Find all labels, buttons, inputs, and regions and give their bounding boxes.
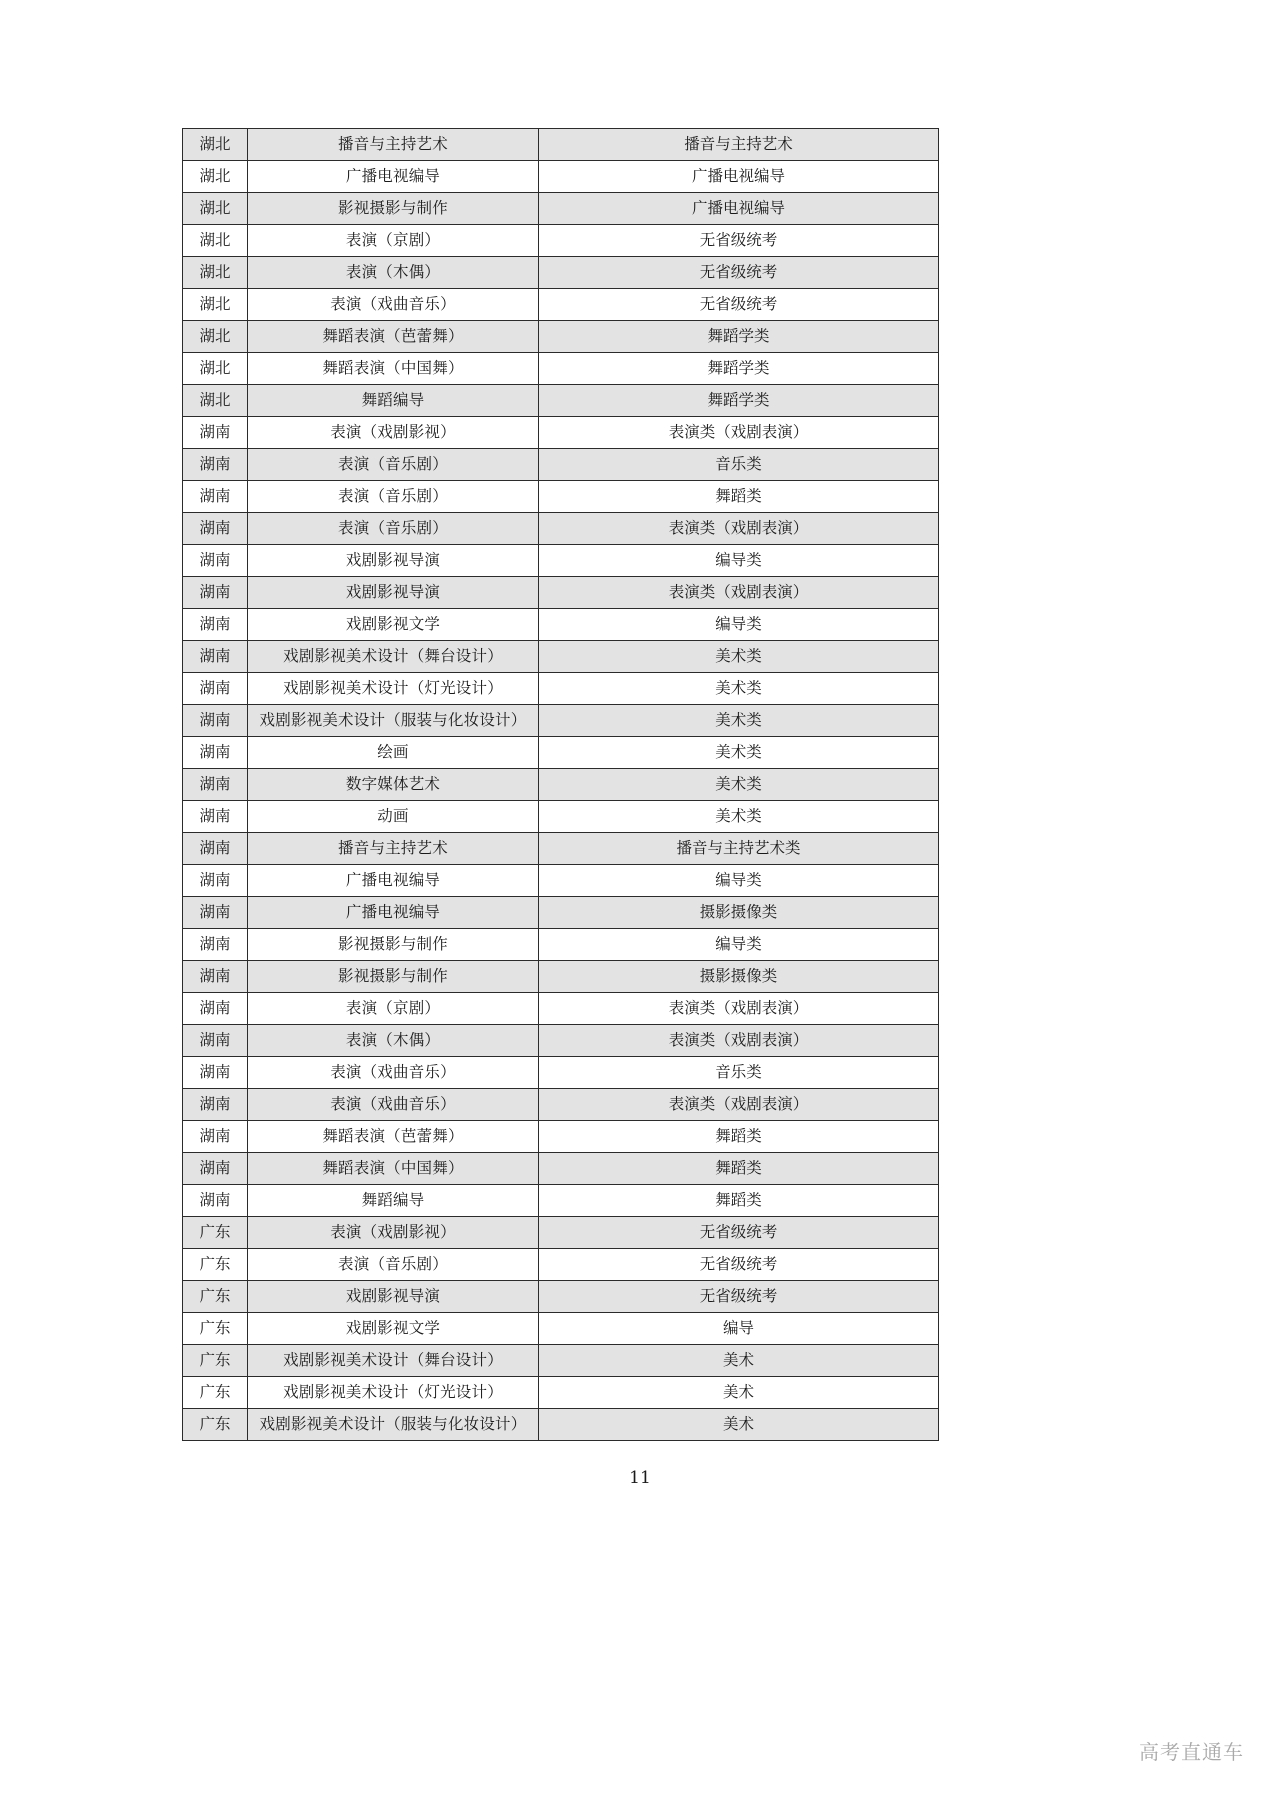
cell-exam-category: 美术类 [539, 737, 939, 769]
cell-province: 湖南 [183, 897, 248, 929]
table-row [183, 545, 939, 577]
cell-province: 湖北 [183, 225, 248, 257]
table-row [183, 769, 939, 801]
table-row [183, 993, 939, 1025]
table-row [183, 897, 939, 929]
table-row [183, 577, 939, 609]
cell-province: 湖北 [183, 385, 248, 417]
cell-exam-category: 舞蹈学类 [539, 321, 939, 353]
cell-major: 戏剧影视文学 [248, 1313, 539, 1345]
cell-major: 绘画 [248, 737, 539, 769]
cell-exam-category: 广播电视编导 [539, 193, 939, 225]
cell-major: 戏剧影视导演 [248, 545, 539, 577]
cell-major: 表演（音乐剧） [248, 449, 539, 481]
cell-province: 湖南 [183, 801, 248, 833]
cell-exam-category: 美术 [539, 1345, 939, 1377]
cell-province: 湖南 [183, 641, 248, 673]
cell-major: 广播电视编导 [248, 897, 539, 929]
cell-province: 湖南 [183, 673, 248, 705]
cell-exam-category: 播音与主持艺术类 [539, 833, 939, 865]
cell-exam-category: 播音与主持艺术 [539, 129, 939, 161]
cell-exam-category: 摄影摄像类 [539, 961, 939, 993]
cell-province: 湖北 [183, 321, 248, 353]
cell-exam-category: 编导类 [539, 609, 939, 641]
table-row [183, 289, 939, 321]
cell-province: 广东 [183, 1409, 248, 1441]
cell-province: 湖南 [183, 833, 248, 865]
table-row [183, 801, 939, 833]
cell-exam-category: 表演类（戏剧表演） [539, 577, 939, 609]
cell-province: 湖南 [183, 513, 248, 545]
table-row [183, 1249, 939, 1281]
table-row [183, 161, 939, 193]
table-row [183, 257, 939, 289]
cell-exam-category: 编导类 [539, 865, 939, 897]
cell-exam-category: 美术 [539, 1409, 939, 1441]
cell-major: 动画 [248, 801, 539, 833]
cell-exam-category: 无省级统考 [539, 257, 939, 289]
cell-exam-category: 美术类 [539, 673, 939, 705]
cell-province: 广东 [183, 1217, 248, 1249]
cell-exam-category: 舞蹈学类 [539, 353, 939, 385]
table-row [183, 737, 939, 769]
table-row [183, 1313, 939, 1345]
cell-exam-category: 编导类 [539, 545, 939, 577]
cell-exam-category: 舞蹈类 [539, 1185, 939, 1217]
cell-province: 广东 [183, 1313, 248, 1345]
cell-exam-category: 音乐类 [539, 1057, 939, 1089]
cell-province: 湖南 [183, 1121, 248, 1153]
cell-major: 影视摄影与制作 [248, 961, 539, 993]
cell-province: 湖南 [183, 577, 248, 609]
cell-province: 湖南 [183, 993, 248, 1025]
cell-exam-category: 无省级统考 [539, 289, 939, 321]
table-body [183, 129, 939, 1441]
table-row [183, 1281, 939, 1313]
cell-major: 舞蹈编导 [248, 385, 539, 417]
cell-major: 舞蹈表演（中国舞） [248, 1153, 539, 1185]
cell-province: 湖北 [183, 289, 248, 321]
table-row [183, 1121, 939, 1153]
cell-exam-category: 美术类 [539, 801, 939, 833]
watermark-text: 高考直通车 [1139, 1740, 1244, 1764]
cell-province: 湖南 [183, 737, 248, 769]
cell-province: 广东 [183, 1345, 248, 1377]
cell-major: 戏剧影视文学 [248, 609, 539, 641]
cell-province: 湖南 [183, 1025, 248, 1057]
cell-exam-category: 摄影摄像类 [539, 897, 939, 929]
table-row [183, 1217, 939, 1249]
cell-major: 表演（戏曲音乐） [248, 289, 539, 321]
table-row [183, 865, 939, 897]
cell-exam-category: 表演类（戏剧表演） [539, 1025, 939, 1057]
cell-major: 播音与主持艺术 [248, 129, 539, 161]
cell-major: 表演（木偶） [248, 257, 539, 289]
cell-major: 戏剧影视美术设计（灯光设计） [248, 673, 539, 705]
majors-exam-category-table-wrapper [182, 128, 938, 1441]
cell-province: 湖北 [183, 129, 248, 161]
cell-province: 湖北 [183, 353, 248, 385]
cell-province: 湖北 [183, 257, 248, 289]
cell-province: 湖南 [183, 481, 248, 513]
cell-exam-category: 编导 [539, 1313, 939, 1345]
cell-province: 湖南 [183, 961, 248, 993]
cell-province: 湖南 [183, 865, 248, 897]
table-row [183, 673, 939, 705]
cell-major: 舞蹈表演（芭蕾舞） [248, 1121, 539, 1153]
table-row [183, 1345, 939, 1377]
cell-province: 湖南 [183, 1057, 248, 1089]
cell-exam-category: 舞蹈类 [539, 481, 939, 513]
cell-exam-category: 表演类（戏剧表演） [539, 993, 939, 1025]
cell-province: 广东 [183, 1249, 248, 1281]
cell-province: 湖北 [183, 193, 248, 225]
cell-major: 影视摄影与制作 [248, 929, 539, 961]
cell-major: 戏剧影视美术设计（服装与化妆设计） [248, 1409, 539, 1441]
table-row [183, 129, 939, 161]
table-row [183, 321, 939, 353]
table-row [183, 1153, 939, 1185]
table-row [183, 1025, 939, 1057]
table-row [183, 481, 939, 513]
table-row [183, 1377, 939, 1409]
table-row [183, 225, 939, 257]
cell-major: 影视摄影与制作 [248, 193, 539, 225]
table-row [183, 353, 939, 385]
cell-province: 湖南 [183, 1185, 248, 1217]
cell-exam-category: 音乐类 [539, 449, 939, 481]
table-row [183, 929, 939, 961]
cell-province: 湖南 [183, 1153, 248, 1185]
table-row [183, 417, 939, 449]
table-row [183, 193, 939, 225]
cell-exam-category: 舞蹈类 [539, 1153, 939, 1185]
cell-major: 表演（戏剧影视） [248, 417, 539, 449]
table-row [183, 513, 939, 545]
table-row [183, 385, 939, 417]
cell-exam-category: 广播电视编导 [539, 161, 939, 193]
cell-major: 表演（京剧） [248, 993, 539, 1025]
cell-exam-category: 编导类 [539, 929, 939, 961]
cell-major: 广播电视编导 [248, 161, 539, 193]
cell-major: 戏剧影视导演 [248, 1281, 539, 1313]
cell-exam-category: 表演类（戏剧表演） [539, 513, 939, 545]
cell-major: 表演（木偶） [248, 1025, 539, 1057]
cell-province: 湖南 [183, 545, 248, 577]
cell-province: 湖南 [183, 705, 248, 737]
cell-exam-category: 舞蹈学类 [539, 385, 939, 417]
cell-province: 湖南 [183, 449, 248, 481]
cell-major: 戏剧影视导演 [248, 577, 539, 609]
cell-exam-category: 美术类 [539, 641, 939, 673]
cell-exam-category: 无省级统考 [539, 1281, 939, 1313]
page-number: 11 [629, 1468, 651, 1488]
table-row [183, 705, 939, 737]
table-row [183, 609, 939, 641]
cell-exam-category: 无省级统考 [539, 1217, 939, 1249]
cell-major: 表演（戏剧影视） [248, 1217, 539, 1249]
cell-exam-category: 无省级统考 [539, 225, 939, 257]
table-row [183, 449, 939, 481]
cell-province: 湖南 [183, 769, 248, 801]
table-row [183, 1057, 939, 1089]
cell-province: 湖南 [183, 1089, 248, 1121]
cell-major: 戏剧影视美术设计（灯光设计） [248, 1377, 539, 1409]
table-row [183, 1185, 939, 1217]
table-row [183, 961, 939, 993]
table-row [183, 833, 939, 865]
cell-major: 表演（音乐剧） [248, 1249, 539, 1281]
cell-major: 播音与主持艺术 [248, 833, 539, 865]
table-row [183, 1409, 939, 1441]
cell-province: 湖北 [183, 161, 248, 193]
table-row [183, 1089, 939, 1121]
cell-major: 舞蹈编导 [248, 1185, 539, 1217]
cell-exam-category: 美术类 [539, 769, 939, 801]
cell-major: 表演（京剧） [248, 225, 539, 257]
cell-major: 表演（音乐剧） [248, 481, 539, 513]
cell-major: 表演（戏曲音乐） [248, 1057, 539, 1089]
cell-exam-category: 表演类（戏剧表演） [539, 417, 939, 449]
cell-major: 数字媒体艺术 [248, 769, 539, 801]
cell-major: 戏剧影视美术设计（舞台设计） [248, 641, 539, 673]
cell-major: 戏剧影视美术设计（舞台设计） [248, 1345, 539, 1377]
cell-province: 湖南 [183, 417, 248, 449]
cell-province: 广东 [183, 1377, 248, 1409]
cell-major: 表演（戏曲音乐） [248, 1089, 539, 1121]
cell-major: 广播电视编导 [248, 865, 539, 897]
cell-province: 广东 [183, 1281, 248, 1313]
cell-major: 戏剧影视美术设计（服装与化妆设计） [248, 705, 539, 737]
cell-exam-category: 舞蹈类 [539, 1121, 939, 1153]
table-row [183, 641, 939, 673]
cell-exam-category: 无省级统考 [539, 1249, 939, 1281]
cell-major: 舞蹈表演（芭蕾舞） [248, 321, 539, 353]
majors-exam-category-table [182, 128, 939, 1441]
cell-exam-category: 美术类 [539, 705, 939, 737]
cell-major: 表演（音乐剧） [248, 513, 539, 545]
cell-province: 湖南 [183, 609, 248, 641]
cell-exam-category: 美术 [539, 1377, 939, 1409]
cell-province: 湖南 [183, 929, 248, 961]
cell-major: 舞蹈表演（中国舞） [248, 353, 539, 385]
cell-exam-category: 表演类（戏剧表演） [539, 1089, 939, 1121]
